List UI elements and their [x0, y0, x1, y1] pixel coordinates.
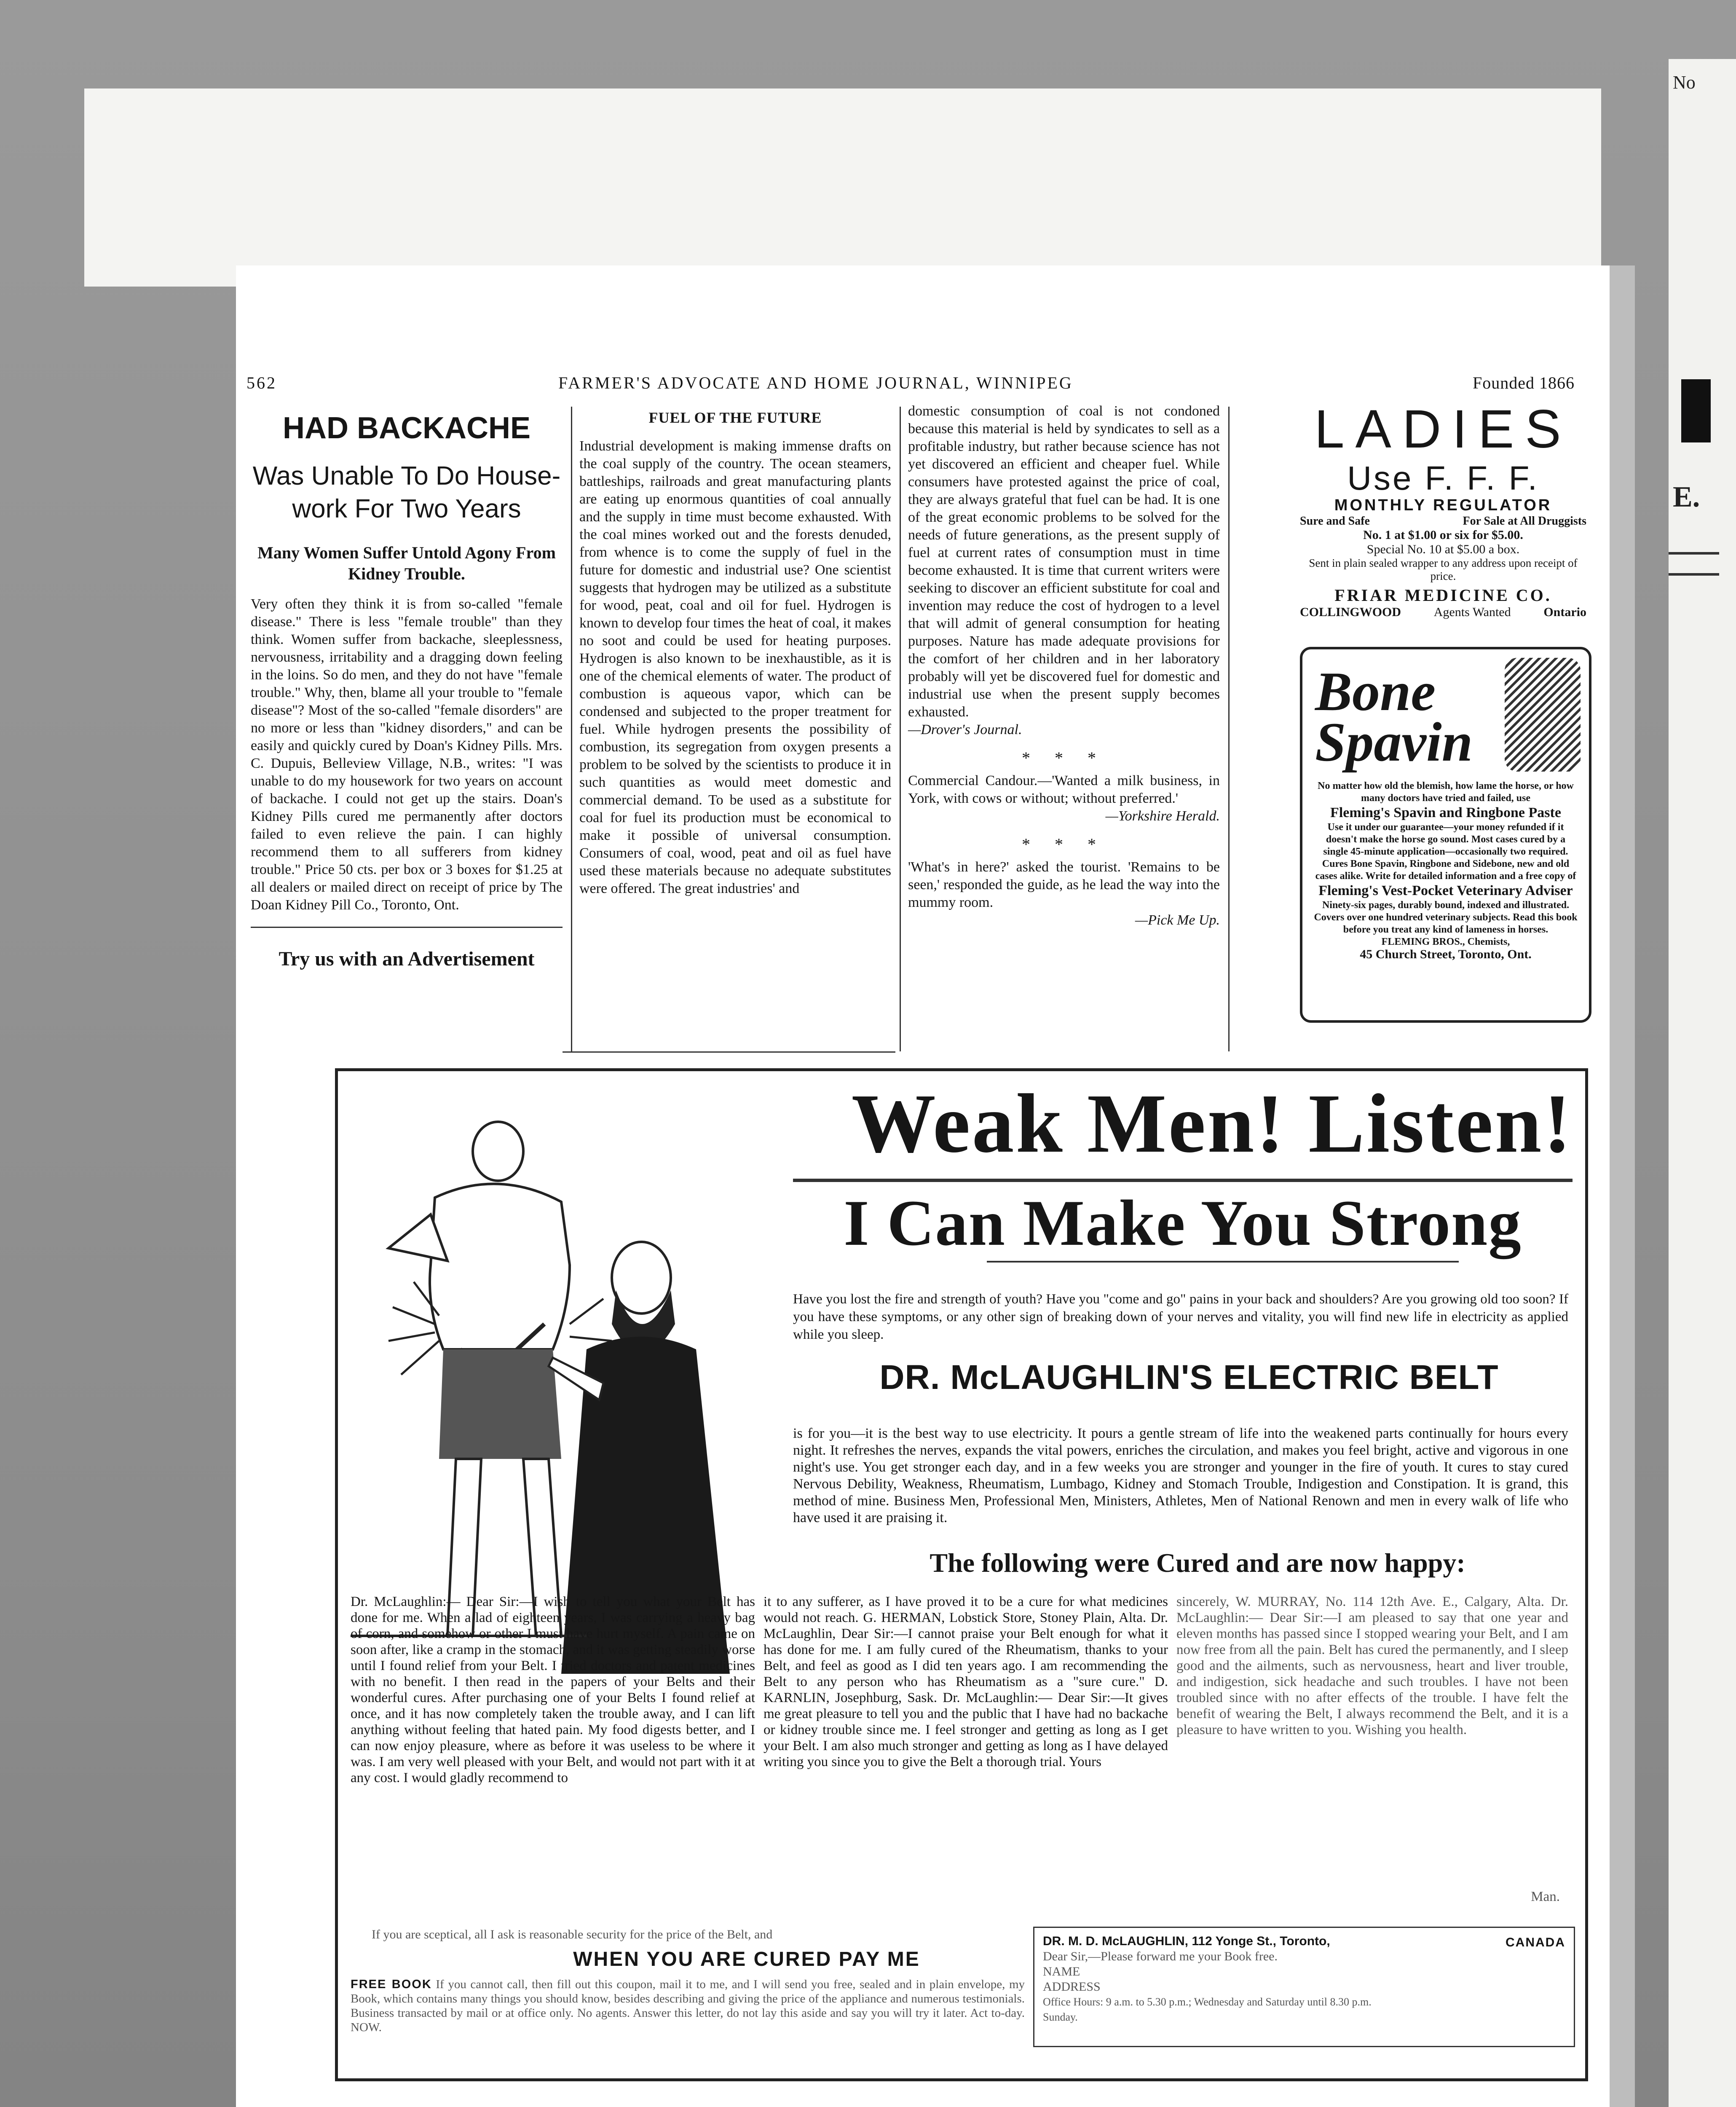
spavin-product: Fleming's Spavin and Ringbone Paste — [1330, 805, 1561, 820]
coupon-text — [1034, 1928, 1574, 2031]
bone-spavin-ad — [1300, 647, 1591, 1023]
spavin-firm: FLEMING BROS., Chemists, — [1381, 936, 1510, 947]
ad-body: Very often they think it is from so-called "female disease." There is less "female trouble" than they think. Women suffer from backache, sleeplessness, nervousness, irritability and a dragging down feeling in the loins. So do men, and they do not have "female trouble." Why, then, blame all your trouble to "female disease"? Most of the so-called "female disorders" are no more or less than "kidney disorders," and can be easily and quickly cured by Doan's Kidney Pills. Mrs. C. Dupuis, Belleview Village, N.B., writes: "I was unable to do my housework for two years on account of backache. I could not get up the stairs. Doan's Kidney Pills cured me permanently after doctors failed to even relieve the pain. I can highly recommend them to all sufferers from kidney trouble." Price 50 cts. per box or 3 boxes for $1.25 at all dealers or mailed direct on receipt of price by The Doan Kidney Pill Co., Toronto, Ont. — [251, 596, 563, 913]
ladies-no1: No. 1 at $1.00 or six for $5.00. — [1363, 528, 1523, 542]
candour-credit: —Yorkshire Herald. — [1105, 808, 1220, 824]
neighbor-rule — [1669, 552, 1719, 555]
section-stars: * * * — [1022, 835, 1106, 854]
fuel-article-continued — [908, 402, 1220, 929]
fuel-article — [579, 409, 891, 898]
coupon-name-field[interactable]: NAME — [1043, 1965, 1080, 1978]
article-credit: —Drover's Journal. — [908, 722, 1022, 737]
belt-description: is for you—it is the best way to use electricity. It pours a gentle stream of life into the weakened parts continually for hours every night. It refreshes the nerves, expands the vital powers, enriches the circulation, and makes you feel bright, active and vigorous in one night's use. You get stronger each day, and in a few weeks you are stronger and younger in the fire of youth. It cures to stay cured Nervous Debility, Weakness, Rheumatism, Lumbago, Kidney and Stomach Trouble, Indigestion and Constipation. It is grand, this method of mine. Business Men, Professional Men, Ministers, Athletes, Men of National Renown and men in every walk of life who have used it are praising it. — [793, 1426, 1568, 1525]
neighbor-fragment: E. — [1673, 481, 1700, 513]
tourist-credit: —Pick Me Up. — [1135, 912, 1220, 928]
column-rule — [563, 1051, 895, 1053]
neighbor-rule — [1669, 573, 1719, 576]
ad-intro: Have you lost the fire and strength of youth? Have you "come and go" pains in your back and shoulders? Are you growing old too soon? If you have these symptoms, or any other sign of breaking down of your nerves and vitality, you will find new life in electricity as applied while you sleep. — [793, 1292, 1568, 1342]
article-body: domestic consumption of coal is not condoned because this material is held by syndicates to sell as a profitable industry, but rather because science has not yet discovered an efficient and cheaper fuel. While consumers have protested against the price of coal, they are always grateful that fuel can be had. It is one of the great economic problems to be solved for the needs of future generations, as the present supply of fuel at current rates of consumption must in time become exhausted. It is time that current writers were seeking to discover an efficient substitute for coal and invention may reduce the cost of hydrogen to a level that will admit of general consumption for heating purposes. Nature has made adequate provisions for the comfort of her children and in her laboratory probably will yet be discovered fuel for domestic and industrial use when the present supply becomes exhausted. — [908, 403, 1220, 720]
ad-deck: Many Women Suffer Untold Agony From Kidney Trouble. — [257, 543, 556, 583]
testimonial: Dr. McLaughlin:— Dear Sir:—I wish to tell you what your Belt has done for me. When a lad of eighteen years, I was carrying a heavy bag of corn, and somehow or other I must have hurt myself. A pain came on soon after, like a cramp in the stomach, and it was getting steadily worse until I found relief from your Belt. I tried doctors and patent medicines with no benefit. I then read in the papers of your Belts and their wonderful cures. After purchasing one of your Belts I found relief at once, and it has now completely taken the trouble away, and I can lift anything without feeling that hated pain. My food digests better, and I can now enjoy pleasure, where as before it was useless to be where it was. I am very well pleased with your Belt, and would not part with it at any cost. I would gladly recommend to — [351, 1594, 755, 1785]
testimonial: it to any sufferer, as I have proved it to be a cure for what medicines would not reach. G. HERMAN, Lobstick Store, Stoney Plain, Alta. Dr. McLaughlin, Dear Sir:—I cannot praise your Belt enough for what it has done for me. I am fully cured of the Rheumatism, thanks to your Belt, and feel as good as I did ten years ago. I am recommending the Belt to any person who has Rheumatism as a "sure cure." D. KARNLIN, Josephburg, Sask. Dr. McLaughlin:— Dear Sir:—It gives me great pleasure to tell you and the public that I have had no backache or kidney trouble since me. I feel stronger and getting as long as I get your Belt. I am also much stronger and getting as long as I have delayed writing you since you to give the Belt a thorough trial. Yours — [764, 1594, 1168, 1769]
candour-item: Commercial Candour.—'Wanted a milk business, in York, with cows or without; without preferred.' — [908, 773, 1220, 806]
free-book-text — [351, 1977, 1025, 2035]
free-book-body: If you cannot call, then fill out this coupon, mail it to me, and I will send you free, sealed and in plain envelope, my Book, which contains many things you should know, besides describing and giving the price of the appliance and numerous testimonials. Business transacted by mail or at office only. No agents. Answer this letter, do not lay this aside and say you will try it later. Act to-day. NOW. — [351, 1978, 1025, 2034]
ad-title: HAD BACKACHE — [283, 411, 530, 445]
article-body: Industrial development is making immense drafts on the coal supply of the country. The ocean steamers, battleships, railroads and great manufacturing plants are eating up enormous quantities of coal annually and the supply in time must become exhausted. With the coal mines worked out and the forests denuded, from whence is to come the supply of fuel in the future for domestic and industrial use? One scientist suggests that hydrogen may be utilized as a substitute for wood, peat, coal and oil for fuel. Hydrogen is known to develop four times the heat of coal, it makes no soot and could be used for heating purposes. Hydrogen is also known to be inexhaustible, as it is one of the chemical elements of water. The product of combustion is aqueous vapor, which can be condensed and subjected to the proper treatment for fuel. While hydrogen presents the possibility of combustion, its segregation from oxygen presents a problem to be solved by the scientists to produce it in such quantities as would meet domestic and commercial demand. To be used as a substitute for coal for fuel its production must be economical to make it possible of universal consumption. Consumers of coal, wood, peat and oil as fuel have used these materials because no adequate substitutes were offered. The great industries' and — [579, 438, 891, 896]
ladies-title: LADIES — [1314, 399, 1572, 459]
column-divider — [571, 407, 572, 1051]
electric-belt-ad — [335, 1068, 1588, 2081]
spavin-desc: Use it under our guarantee—your money refunded if it doesn't make the horse go sound. Most cases cured by a single 45-minute application—occasionally two required. Cures Bone Spavin, Ringbone and Sidebone, new and old cases alike. Write for detailed information and a free copy of — [1315, 822, 1576, 882]
page-content — [238, 268, 1591, 2034]
ladies-use: Use F. F. F. — [1347, 459, 1539, 497]
coupon-request: Dear Sir,—Please forward me your Book free. — [1043, 1949, 1278, 1963]
page-underlay — [84, 88, 1601, 287]
advertise-slogan: Try us with an Advertisement — [279, 948, 535, 970]
ladies-province: Ontario — [1543, 605, 1586, 619]
column-divider — [900, 407, 901, 1051]
coupon-sunday: Sunday. — [1043, 2011, 1078, 2023]
belt-product-name: DR. McLAUGHLIN'S ELECTRIC BELT — [879, 1358, 1499, 1397]
ladies-regulator: MONTHLY REGULATOR — [1334, 496, 1552, 514]
journal-title: FARMER'S ADVOCATE AND HOME JOURNAL, WINNIPEG — [558, 373, 1073, 392]
testimonial: sincerely, W. MURRAY, No. 114 12th Ave. E., Calgary, Alta. Dr. McLaughlin:— Dear Sir:—I am pleased to say that one year and eleven months has passed since I stopped wearing your Belt, and I am now free from all the pain. Belt has cured the permanently, and I sleep good and the ailments, such as nervousness, heart and liver trouble, and indigestion, sick headache and such troubles. I have not been troubled since with no after effects of the trouble. I have felt the benefit of wearing the Belt, I always recommend the Belt, and it is a pleasure to have written to you. Wishing you health. — [1176, 1594, 1568, 1737]
backache-ad — [251, 407, 563, 970]
ladies-city: COLLINGWOOD — [1300, 605, 1401, 619]
strong-subhead: I Can Make You Strong — [844, 1187, 1522, 1259]
mail-coupon[interactable] — [1033, 1927, 1575, 2047]
founded-note: Founded 1866 — [1473, 373, 1575, 392]
spavin-title-line2: Spavin — [1315, 711, 1473, 773]
subhead-rule — [987, 1261, 1459, 1263]
sceptical-note: If you are sceptical, all I ask is reasonable security for the price of the Belt, and — [372, 1927, 773, 1941]
doctor-patient-illustration — [351, 1088, 751, 1678]
pay-when-cured: WHEN YOU ARE CURED PAY ME — [573, 1948, 920, 1970]
spavin-pages: Ninety-six pages, durably bound, indexed and illustrated. Covers over one hundred veterinary subjects. Read this book before you treat any kind of lameness in horses. — [1314, 900, 1578, 935]
testimonial-city: Man. — [1531, 1889, 1560, 1904]
newspaper-page — [236, 265, 1635, 2107]
ladies-row — [1300, 515, 1586, 528]
ladies-special: Special No. 10 at $5.00 a box. — [1366, 542, 1520, 556]
free-book-label: FREE BOOK — [351, 1978, 432, 1991]
ladies-sure: Sure and Safe — [1300, 515, 1370, 528]
cured-heading: The following were Cured and are now happy: — [930, 1548, 1465, 1578]
spavin-text: No matter how old the blemish, how lame the horse, or how many doctors have tried and failed, use — [1318, 780, 1574, 804]
ladies-ad — [1300, 398, 1586, 619]
ladies-company: FRIAR MEDICINE CO. — [1334, 586, 1552, 605]
headline-rule — [793, 1179, 1573, 1182]
spavin-title-line1: Bone — [1315, 660, 1436, 722]
column-rule — [251, 927, 563, 928]
horse-leg-illustration — [1505, 658, 1581, 772]
coupon-address-field[interactable]: ADDRESS — [1043, 1980, 1101, 1994]
ladies-sale: For Sale at All Druggists — [1463, 515, 1586, 528]
tourist-item: 'What's in here?' asked the tourist. 'Remains to be seen,' responded the guide, as he lead the way into the mummy room. — [908, 859, 1220, 910]
section-stars: * * * — [1022, 748, 1106, 767]
page-header — [238, 373, 1595, 394]
coupon-doctor: DR. M. D. McLAUGHLIN, 112 Yonge St., Toronto, — [1043, 1934, 1330, 1948]
neighbor-headline-fragment — [1681, 379, 1711, 442]
ad-subtitle: Was Unable To Do House-work For Two Years — [252, 461, 561, 523]
neighbor-fragment: No — [1673, 72, 1696, 93]
column-divider — [1228, 407, 1230, 1051]
spavin-adviser: Fleming's Vest-Pocket Veterinary Adviser — [1318, 883, 1573, 898]
coupon-country: CANADA — [1506, 1935, 1565, 1949]
article-title: FUEL OF THE FUTURE — [648, 409, 822, 426]
ladies-location — [1300, 605, 1586, 619]
weak-men-headline: Weak Men! Listen! — [851, 1077, 1573, 1170]
ladies-sent: Sent in plain sealed wrapper to any address upon receipt of price. — [1309, 557, 1578, 582]
neighbor-page — [1669, 59, 1736, 2107]
spavin-address: 45 Church Street, Toronto, Ont. — [1360, 947, 1532, 961]
coupon-hours: Office Hours: 9 a.m. to 5.30 p.m.; Wednesday and Saturday until 8.30 p.m. — [1043, 1996, 1372, 2008]
page-edge-shadow — [1610, 265, 1635, 2107]
page-number: 562 — [246, 373, 277, 392]
ladies-agents: Agents Wanted — [1433, 605, 1511, 619]
